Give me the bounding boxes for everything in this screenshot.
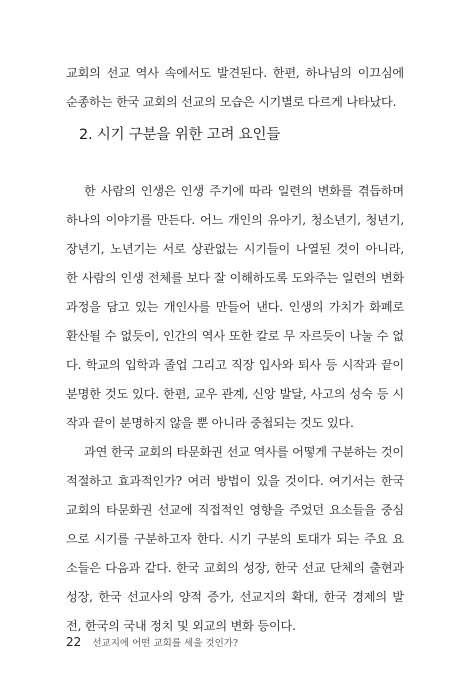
page-footer <box>66 631 238 651</box>
text-line: 작과 끝이 분명하지 않을 뿐 아니라 중첩되는 것도 있다. <box>66 416 354 430</box>
running-title: 선교지에 어떤 교회를 세울 것인가? <box>92 638 239 649</box>
text-line: 장년기, 노년기는 서로 상관없는 시기들이 나열된 것이 아니라, <box>66 242 404 256</box>
page-number: 22 <box>66 635 82 649</box>
text-line: 적절하고 효과적인가? 여러 방법이 있을 것이다. 여기서는 한국 <box>66 474 404 488</box>
text-line: 교회의 타문화권 선교에 직접적인 영향을 주었던 요소들을 중심 <box>66 503 404 517</box>
text-line: 하나의 이야기를 만든다. 어느 개인의 유아기, 청소년기, 청년기, <box>66 213 404 227</box>
text-line: 소들은 다음과 같다. 한국 교회의 성장, 한국 선교 단체의 출현과 <box>66 561 404 575</box>
text-line: 으로 시기를 구분하고자 한다. 시기 구분의 토대가 되는 주요 요 <box>66 532 404 546</box>
text-line: 과연 한국 교회의 타문화권 선교 역사를 어떻게 구분하는 것이 <box>84 445 404 459</box>
section-heading: 2. 시기 구분을 위한 고려 요인들 <box>79 127 281 143</box>
intro-paragraph <box>66 59 404 117</box>
text-line: 교회의 선교 역사 속에서도 발견된다. 한편, 하나님의 이끄심에 <box>66 66 404 80</box>
text-line: 한 사람의 인생 전체를 보다 잘 이해하도록 도와주는 일련의 변화 <box>66 271 404 285</box>
text-line: 분명한 것도 있다. 한편, 교우 관계, 신앙 발달, 사고의 성숙 등 시 <box>66 387 404 401</box>
text-line: 다. 학교의 입학과 졸업 그리고 직장 입사와 퇴사 등 시작과 끝이 <box>66 358 404 372</box>
text-line: 전, 한국의 국내 정치 및 외교의 변화 등이다. <box>66 619 296 633</box>
text-line: 성장, 한국 선교사의 양적 증가, 선교지의 확대, 한국 경제의 발 <box>66 590 404 604</box>
text-line: 한 사람의 인생은 인생 주기에 따라 일련의 변화를 겪듭하며 <box>84 184 404 198</box>
text-line: 환산될 수 없듯이, 인간의 역사 또한 칼로 무 자르듯이 나눌 수 없 <box>66 329 404 343</box>
body-paragraphs <box>66 177 404 641</box>
text-line: 과정을 담고 있는 개인사를 만들어 낸다. 인생의 가치가 화폐로 <box>66 300 404 314</box>
text-line: 순종하는 한국 교회의 선교의 모습은 시기별로 다르게 나타났다. <box>66 95 397 109</box>
